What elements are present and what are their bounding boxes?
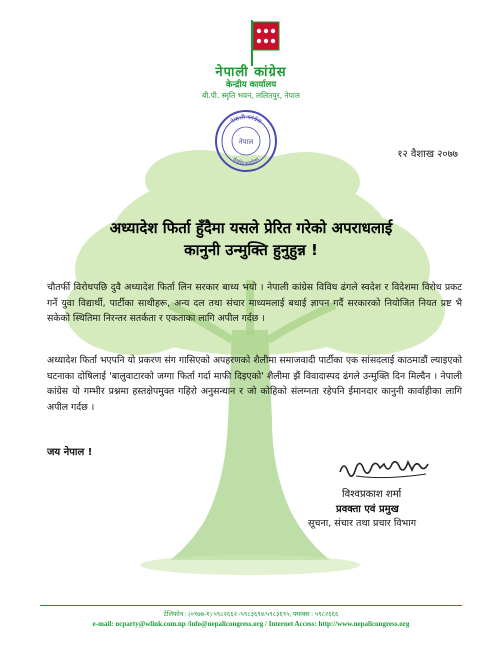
footer-contact-line	[0, 620, 502, 628]
svg-text:नेपाल: नेपाल	[238, 138, 254, 146]
email-address[interactable]: ncparty@wlink.com.np /info@nepalicongress.org	[115, 620, 264, 628]
org-office: केन्द्रीय कार्यालय	[225, 80, 277, 90]
footer-divider	[40, 605, 462, 606]
signatory-name: विश्वप्रकाश शर्मा	[342, 489, 402, 500]
footer-phone-line: टेलिफोन : (०९७७-१) ५९८२६६२ /५९८३६९४/५९८३६९५, फ्याक्स : ५९८२६६६	[163, 611, 339, 618]
press-release-title	[0, 217, 502, 261]
svg-text:केन्द्रीय कार्यालय: केन्द्रीय कार्यालय	[231, 156, 261, 168]
org-address: बी.पी. स्मृति भवन, ललितपुर, नेपाल	[202, 91, 300, 100]
svg-text:नेपाली कांग्रेस: नेपाली कांग्रेस	[229, 113, 263, 126]
office-seal-stamp	[214, 109, 278, 173]
party-flag-logo	[248, 18, 282, 68]
closing-salutation: जय नेपाल !	[47, 447, 93, 458]
title-line-1: अध्यादेश फिर्ता हुँदैमा यसले प्रेरित गरेको अपराधलाई	[109, 219, 393, 237]
handwritten-signature	[336, 452, 436, 482]
signatory-department: सूचना, संचार तथा प्रचार विभाग	[308, 518, 417, 529]
title-line-2: कानुनी उन्मुक्ति हुनुहुन्न !	[184, 241, 318, 259]
internet-label: / Internet Access:	[265, 620, 317, 628]
body-paragraph-2: अध्यादेश फिर्ता भएपनि यो प्रकरण संग गासिएको अपहरणको शैलीमा समाजवादी पार्टीका एक सांसदलाई काठमाडौं ल्याइएको घटनाका दोषिलाई 'बालुवाटारको जग्गा फिर्ता गर्दा माफी दिइएको' शैलीमा झैं विवादास्पद ढंगले उन्मुक्ति दिन मिल्दैन । नेपाली कांग्रेस यो गम्भीर प्रश्नमा हस्तक्षेपमुक्त गहिरो अनुसन्धान र जो कोहिको संलग्नता रहेपनि ईमानदार कानुनी कार्वाहीका लागि अपील गर्दछ ।	[47, 355, 462, 413]
letter-date: १२ वैशाख २०७७	[397, 149, 458, 160]
email-label: e-mail:	[92, 620, 114, 628]
org-name: नेपाली कांग्रेस	[215, 65, 287, 80]
body-paragraph-1: चौतर्फी विरोधपछि दुवै अध्यादेश फिर्ता लिन सरकार बाध्य भयो । नेपाली कांग्रेस विविध ढंगले स्वदेश र विदेशमा विरोध प्रकट गर्ने युवा विद्यार्थी, पार्टीका साथीहरू, अन्य दल तथा संचार माध्यमलाई बधाई ज्ञापन गर्दै सरकारको नियोजित नियत प्रष्ट भै सकेको स्थितिमा निरन्तर सतर्कता र एकताका लागि अपील गर्दछ ।	[47, 282, 462, 324]
website-link[interactable]: http://www.nepalicongress.org	[318, 620, 410, 628]
signatory-title: प्रवक्ता एवं प्रमुख	[336, 504, 399, 515]
